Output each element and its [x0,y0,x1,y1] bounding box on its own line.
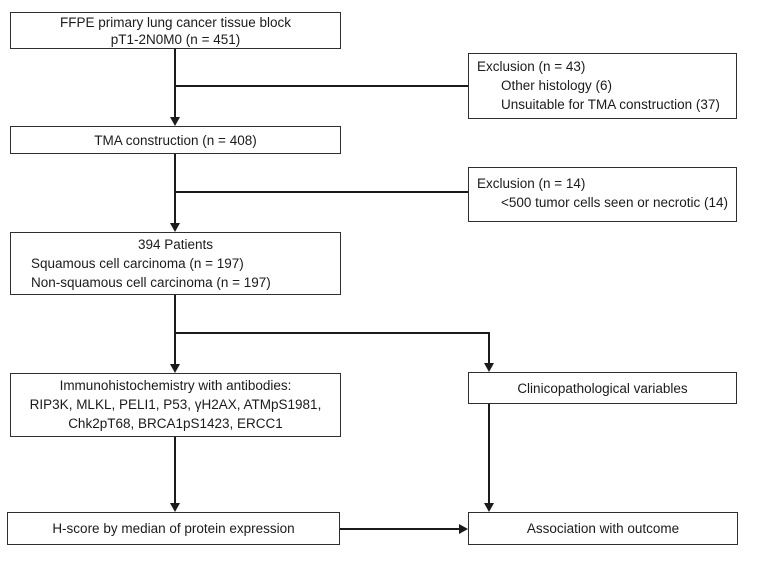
box-ihc-antibodies [10,373,341,437]
patients-line-3: Non-squamous cell carcinoma (n = 197) [31,275,271,290]
box-ffpe-tissue-block [10,12,341,49]
arrowhead-patients [170,223,180,232]
outcome-line: Association with outcome [526,521,680,536]
ihc-line-1: Immunohistochemistry with antibodies: [59,378,292,393]
connector-hscore-to-outcome [340,528,460,530]
box-exclusion-2 [468,167,737,222]
box-ffpe-line-2: pT1-2N0M0 (n = 451) [110,32,241,47]
connector-patients-to-ihc [174,295,176,365]
arrowhead-clinico [484,363,494,372]
exclusion1-item-1: Other histology (6) [501,78,613,93]
patients-line-1: 394 Patients [137,237,214,252]
box-394-patients [10,232,341,295]
exclusion2-title: Exclusion (n = 14) [477,176,586,191]
connector-ffpe-to-tma [174,49,176,119]
hscore-line: H-score by median of protein expression [52,521,295,536]
exclusion2-item-1: <500 tumor cells seen or necrotic (14) [501,195,728,210]
patients-line-2: Squamous cell carcinoma (n = 197) [31,256,244,271]
box-association-outcome [468,512,738,545]
connector-ihc-to-hscore [174,437,176,504]
exclusion1-item-2: Unsuitable for TMA construction (37) [501,97,720,112]
clinico-line: Clinicopathological variables [517,380,688,396]
tma-line: TMA construction (n = 408) [94,132,257,148]
arrowhead-ihc [170,364,180,373]
box-clinicopathological-variables [468,372,737,404]
connector-split-to-clinico [488,332,490,364]
connector-branch-exclusion-2 [175,191,468,193]
box-ffpe-line-1: FFPE primary lung cancer tissue block [59,15,292,30]
ihc-line-3: Chk2pT68, BRCA1pS1423, ERCC1 [68,416,283,431]
connector-tma-to-patients [174,154,176,224]
exclusion1-title: Exclusion (n = 43) [477,59,586,74]
connector-clinico-to-outcome [488,404,490,504]
connector-split-horizontal [175,332,490,334]
arrowhead-hscore [170,503,180,512]
arrowhead-outcome-right [459,524,468,534]
box-hscore [7,512,340,545]
arrowhead-tma [170,117,180,126]
arrowhead-outcome [484,503,494,512]
ihc-line-2: RIP3K, MLKL, PELI1, P53, γH2AX, ATMpS1981, [29,397,322,412]
box-exclusion-1 [468,53,737,119]
connector-branch-exclusion-1 [175,85,468,87]
box-tma-construction [10,126,341,154]
